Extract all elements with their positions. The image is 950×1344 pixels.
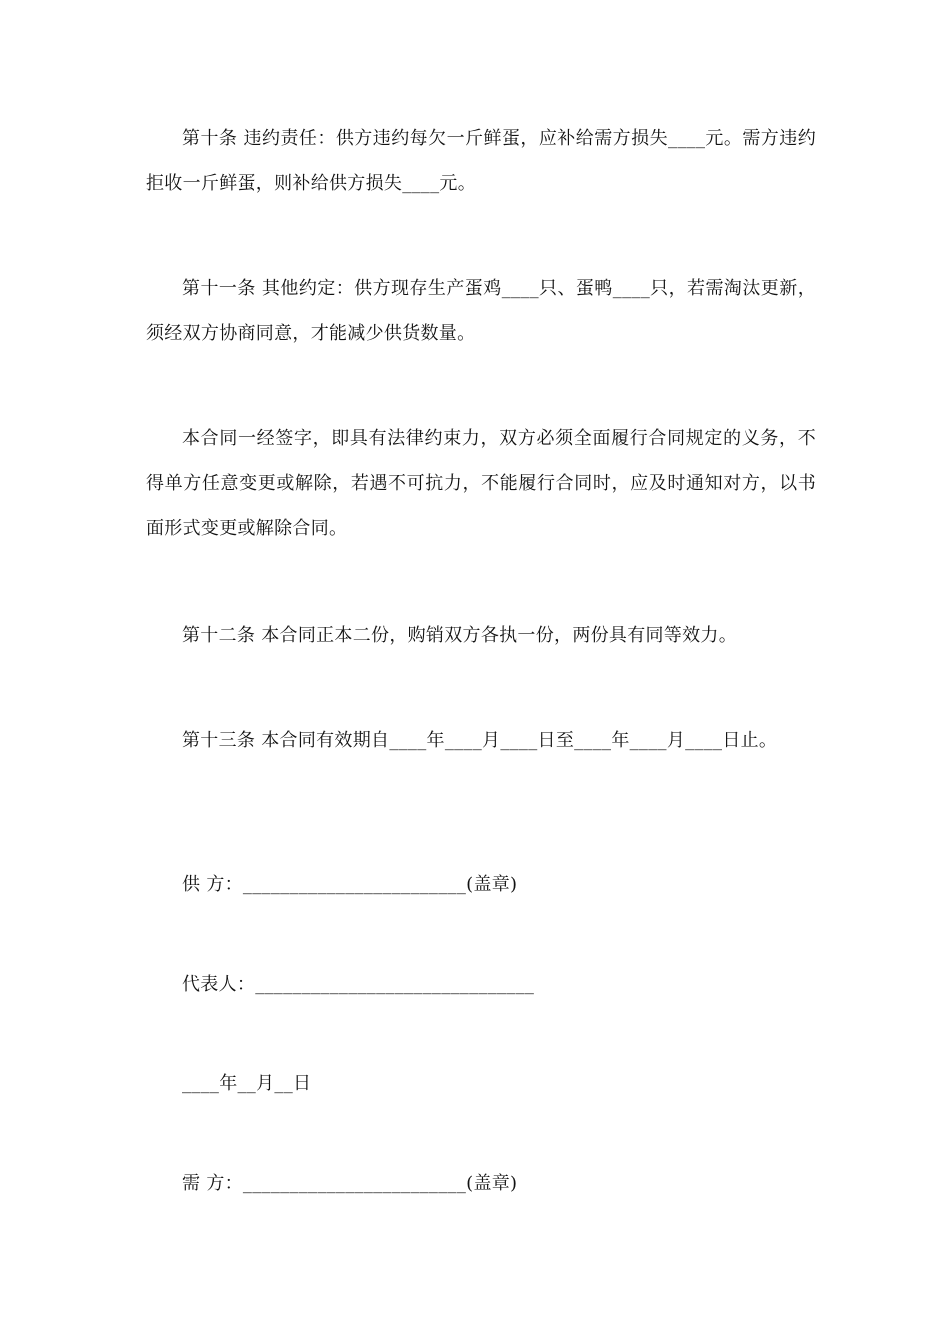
- article-11-other-agreements: 第十一条 其他约定：供方现存生产蛋鸡____只、蛋鸭____只，若需淘汰更新，须经双方协商同意，才能减少供货数量。: [146, 278, 816, 344]
- supplier-signature-line: 供 方：________________________(盖章): [182, 874, 518, 895]
- signature-date-line: ____年__月__日: [182, 1073, 312, 1094]
- article-10-breach-liability: 第十条 违约责任：供方违约每欠一斤鲜蛋，应补给需方损失____元。需方违约拒收一斤鲜蛋，则补给供方损失____元。: [146, 128, 816, 194]
- binding-clause: 本合同一经签字，即具有法律约束力，双方必须全面履行合同规定的义务，不得单方任意变更或解除，若遇不可抗力，不能履行合同时，应及时通知对方，以书面形式变更或解除合同。: [146, 428, 816, 539]
- article-13-validity-period: 第十三条 本合同有效期自____年____月____日至____年____月____日止。: [182, 730, 778, 751]
- representative-signature-line: 代表人：______________________________: [182, 974, 535, 995]
- article-12-copies: 第十二条 本合同正本二份，购销双方各执一份，两份具有同等效力。: [182, 625, 738, 646]
- buyer-signature-line: 需 方：________________________(盖章): [182, 1173, 518, 1194]
